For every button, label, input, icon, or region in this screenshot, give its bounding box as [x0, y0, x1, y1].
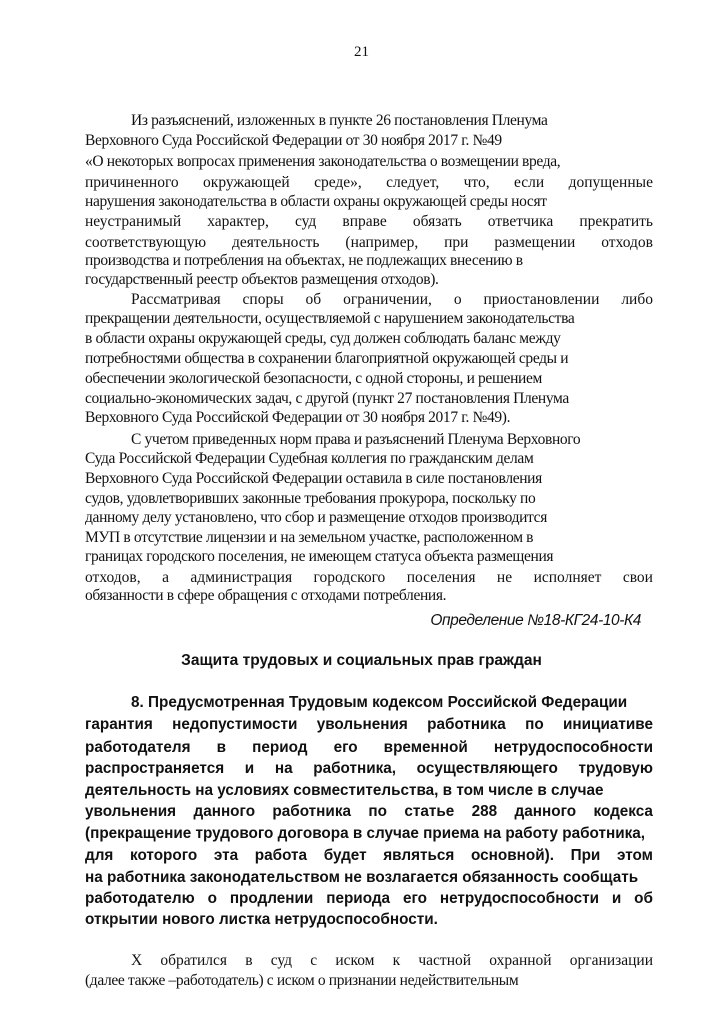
word: исполняет [533, 569, 602, 586]
word: работа [254, 847, 308, 864]
thesis-line-8 [85, 846, 653, 866]
word: по [368, 803, 387, 820]
word: будет [323, 847, 367, 864]
paragraph-2-line-1 [85, 290, 653, 309]
word: деятельность [231, 234, 320, 251]
word: работника [272, 803, 351, 820]
word: и [611, 890, 622, 907]
court-ruling-reference: Определение №18-КГ24-10-К4 [430, 612, 641, 629]
word: следует, [386, 174, 440, 191]
paragraph-2-line-3: в области охраны окружающей среды, суд должен соблюдать баланс между [85, 330, 561, 347]
paragraph-1-line-6 [85, 212, 653, 231]
word: работодателю [85, 890, 195, 907]
word: причиненного [85, 174, 179, 191]
word: вправе [342, 213, 387, 230]
section-heading: Защита трудовых и социальных прав граждан [181, 652, 542, 669]
word: эта [213, 847, 239, 864]
word: (например, [345, 234, 419, 251]
paragraph-2-line-5: обеспечении экологической безопасности, с одной стороны, и решением [85, 370, 542, 387]
word: а [162, 569, 169, 586]
thesis-line-5: деятельность на условиях совместительства, в том числе в случае [85, 782, 604, 799]
paragraph-2-line-7: Верховного Суда Российской Федерации от 30 ноября 2017 г. №49). [85, 409, 511, 426]
word: при [444, 234, 469, 251]
paragraph-1-line-2: Верховного Суда Российской Федерации от 30 ноября 2017 г. №49 [85, 132, 502, 149]
word: ответчика [487, 213, 554, 230]
thesis-line-6 [85, 802, 653, 822]
paragraph-3-line-4: судов, удовлетворивших законные требования прокурора, поскольку по [85, 490, 536, 507]
word: соответствующую [85, 234, 207, 251]
paragraph-3-line-8 [85, 568, 653, 587]
word: статье [404, 803, 455, 820]
word: Х [131, 952, 143, 969]
word: являться [383, 847, 455, 864]
word: работника, [313, 760, 397, 777]
word: по [525, 716, 544, 733]
word: окружающей [203, 174, 290, 191]
paragraph-2-line-2: прекращении деятельности, осуществляемой с нарушением законодательства [85, 310, 575, 327]
thesis-line-4 [85, 759, 653, 779]
word: в [216, 739, 227, 756]
paragraph-1-line-3: «О некоторых вопросах применения законодательства о возмещении вреда, [85, 153, 561, 170]
thesis-line-2 [85, 715, 653, 735]
word: споры [242, 291, 284, 308]
word: ограничении, [343, 291, 432, 308]
word: увольнения [316, 716, 408, 733]
word: данного [514, 803, 577, 820]
paragraph-2-line-4: потребностями общества в сохранении благоприятной окружающей среды и [85, 350, 569, 367]
thesis-line-9: на работника законодательством не возлагается обязанность сообщать [85, 869, 639, 886]
thesis-line-10 [85, 889, 653, 909]
word: Рассматривая [131, 291, 221, 308]
paragraph-3-line-5: данному делу установлено, что сбор и размещение отходов производится [85, 509, 547, 526]
paragraph-1-line-8: производства и потребления на объектах, не подлежащих внесению в [85, 252, 523, 269]
word: его [402, 890, 427, 907]
paragraph-1-line-5: нарушения законодательства в области охраны окружающей среды носят [85, 193, 547, 210]
word: суд [270, 952, 293, 969]
word: если [514, 174, 545, 191]
word: в [245, 952, 253, 969]
word: организации [569, 952, 653, 969]
word: работника [427, 716, 506, 733]
word: об [634, 890, 653, 907]
thesis-line-1: 8. Предусмотренная Трудовым кодексом Российской Федерации [131, 694, 628, 711]
word: свои [622, 569, 653, 586]
word: отходов, [85, 569, 141, 586]
word: При [570, 847, 601, 864]
word: и [244, 760, 255, 777]
paragraph-2-line-6: социально-экономических задач, с другой (пункт 27 постановления Пленума [85, 390, 569, 407]
word: его [333, 739, 358, 756]
paragraph-1-line-7 [85, 233, 653, 252]
word: распространяется [85, 760, 225, 777]
page-number: 21 [354, 44, 369, 60]
word: неустранимый [85, 213, 182, 230]
word: 288 [471, 803, 498, 820]
paragraph-3-line-9: обязанности в сфере обращения с отходами потребления. [85, 587, 447, 604]
word: прекратить [579, 213, 653, 230]
word: о [207, 890, 217, 907]
thesis-line-11: открытии нового листка нетрудоспособности. [85, 911, 438, 928]
word: осуществляющего [416, 760, 558, 777]
paragraph-3-line-1: С учетом приведенных норм права и разъяснений Пленума Верховного [131, 431, 581, 448]
word: либо [621, 291, 653, 308]
word: обратился [160, 952, 228, 969]
paragraph-1-line-1: Из разъяснений, изложенных в пункте 26 постановления Пленума [131, 112, 548, 129]
word: иском [335, 952, 375, 969]
paragraph-3-line-6: МУП в отсутствие лицензии и на земельном участке, расположенном в [85, 529, 534, 546]
word: городского [313, 569, 386, 586]
word: инициативе [563, 716, 653, 733]
word: нетрудоспособности [439, 890, 599, 907]
thesis-line-3 [85, 738, 653, 758]
word: с [310, 952, 318, 969]
paragraph-4-line-1 [85, 951, 653, 970]
word: гарантия [85, 716, 153, 733]
word: обязать [412, 213, 462, 230]
paragraph-3-line-3: Верховного Суда Российской Федерации оставила в силе постановления [85, 470, 542, 487]
word: не [496, 569, 513, 586]
word: администрация [190, 569, 293, 586]
word: частной [418, 952, 472, 969]
paragraph-3-line-7: границах городского поселения, не имеющем статуса объекта размещения [85, 548, 554, 565]
word: периода [326, 890, 391, 907]
word: кодекса [593, 803, 653, 820]
word: нетрудоспособности [493, 739, 653, 756]
word: об [305, 291, 322, 308]
word: размещении [494, 234, 576, 251]
word: среде», [314, 174, 362, 191]
paragraph-1-line-4 [85, 173, 653, 192]
word: работодателя [85, 739, 191, 756]
word: недопустимости [172, 716, 298, 733]
word: к [392, 952, 401, 969]
word: о [453, 291, 462, 308]
paragraph-3-line-2: Суда Российской Федерации Судебная коллегия по гражданским делам [85, 450, 534, 467]
word: поселения [406, 569, 476, 586]
word: допущенные [568, 174, 653, 191]
word: увольнения [85, 803, 177, 820]
word: отходов [601, 234, 653, 251]
word: для [85, 847, 114, 864]
word: трудовую [578, 760, 653, 777]
word: период [252, 739, 308, 756]
paragraph-4-line-2: (далее также –работодатель) с иском о признании недействительным [85, 972, 519, 989]
word: этом [616, 847, 653, 864]
word: временной [383, 739, 468, 756]
word: продлении [229, 890, 314, 907]
word: суд [294, 213, 317, 230]
word: охранной [489, 952, 552, 969]
word: данного [193, 803, 256, 820]
word: основной). [470, 847, 554, 864]
word: которого [130, 847, 198, 864]
word: приостановлении [483, 291, 600, 308]
paragraph-1-line-9: государственный реестр объектов размещения отходов). [85, 271, 439, 288]
word: характер, [207, 213, 269, 230]
thesis-line-7: (прекращение трудового договора в случае приема на работу работника, [85, 825, 646, 842]
word: что, [463, 174, 490, 191]
word: на [274, 760, 293, 777]
